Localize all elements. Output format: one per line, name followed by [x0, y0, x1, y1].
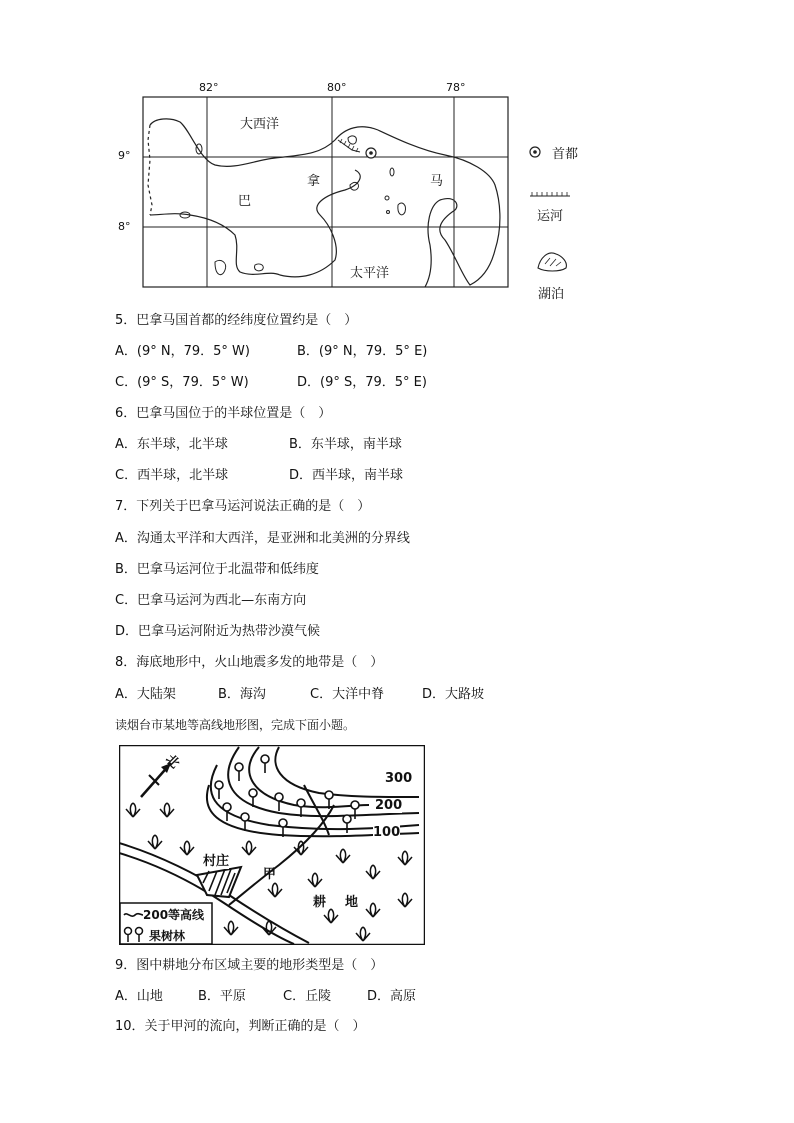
lake-gatun — [348, 136, 356, 144]
longitude-label-82: 82° — [199, 81, 219, 94]
label-ba: 巴 — [238, 194, 252, 209]
capital-dot-map — [369, 151, 373, 155]
river-label-jia: 甲 — [263, 867, 277, 882]
q6-option-c: C．西半球，北半球 — [115, 468, 229, 483]
question-9-stem: 9．图中耕地分布区域主要的地形类型是（ ） — [115, 958, 384, 973]
label-na: 拿 — [307, 174, 321, 189]
latitude-label-9: 9° — [118, 149, 131, 162]
island-4 — [255, 264, 264, 271]
q5-option-c: C．(9° S，79．5° W) — [115, 375, 249, 390]
q8-option-d: D．大路坡 — [422, 687, 485, 702]
q6-option-b: B．东半球，南半球 — [289, 437, 402, 452]
label-atlantic: 大西洋 — [240, 117, 280, 132]
q8-option-c: C．大洋中脊 — [310, 687, 385, 702]
q5-option-b: B．(9° N，79．5° E) — [297, 344, 428, 359]
q7-option-d: D．巴拿马运河附近为热带沙漠气候 — [115, 624, 321, 639]
q6-option-d: D．西半球，南半球 — [289, 468, 404, 483]
border-dashed — [148, 125, 152, 215]
question-8-stem: 8．海底地形中，火山地震多发的地带是（ ） — [115, 655, 384, 670]
q9-option-c: C．丘陵 — [283, 989, 332, 1004]
question-5-stem: 5．巴拿马国首都的经纬度位置约是（ ） — [115, 313, 358, 328]
island-5 — [398, 203, 406, 215]
island-8 — [390, 168, 394, 176]
north-label: 北 — [162, 752, 182, 772]
question-10-stem: 10．关于甲河的流向，判断正确的是（ ） — [115, 1019, 366, 1034]
q5-option-a: A．(9° N，79．5° W) — [115, 344, 250, 359]
legend-canal-label: 运河 — [537, 209, 564, 224]
legend-capital-label: 首都 — [552, 147, 579, 162]
latitude-label-8: 8° — [118, 220, 131, 233]
contour-map — [119, 745, 425, 945]
legend-lake-icon — [538, 253, 566, 271]
legend-lake-label: 湖泊 — [538, 287, 565, 302]
longitude-label-80: 80° — [327, 81, 347, 94]
legend-orchard-label: 果树林 — [149, 929, 186, 943]
contour-label-300: 300 — [385, 771, 413, 786]
farmland-label-di: 地 — [345, 895, 359, 910]
question-7-stem: 7．下列关于巴拿马运河说法正确的是（ ） — [115, 499, 371, 514]
map-frame — [143, 97, 508, 287]
q5-option-d: D．(9° S，79．5° E) — [297, 375, 427, 390]
panama-map — [0, 0, 794, 310]
legend-canal-icon — [530, 192, 570, 196]
panama-south-coast — [150, 170, 360, 277]
q8-option-b: B．海沟 — [218, 687, 266, 702]
q9-option-a: A．山地 — [115, 989, 163, 1004]
panama-coastline — [150, 119, 500, 287]
question-6-stem: 6．巴拿马国位于的半球位置是（ ） — [115, 406, 332, 421]
legend-contour-label: 200等高线 — [143, 908, 205, 922]
contour-label-100: 100 — [373, 825, 401, 840]
contour-label-200: 200 — [375, 798, 403, 813]
q7-option-b: B．巴拿马运河位于北温带和低纬度 — [115, 562, 319, 577]
label-ma: 马 — [430, 174, 444, 189]
q6-option-a: A．东半球，北半球 — [115, 437, 228, 452]
village-label: 村庄 — [203, 850, 229, 869]
longitude-label-78: 78° — [446, 81, 466, 94]
island-6 — [385, 196, 389, 200]
label-pacific: 太平洋 — [350, 266, 390, 281]
q7-option-a: A．沟通太平洋和大西洋，是亚洲和北美洲的分界线 — [115, 531, 410, 546]
q9-option-b: B．平原 — [198, 989, 246, 1004]
farmland-label-geng: 耕 — [313, 895, 327, 910]
section-intro: 读烟台市某地等高线地形图，完成下面小题。 — [115, 718, 356, 732]
q8-option-a: A．大陆架 — [115, 687, 176, 702]
island-3 — [215, 260, 226, 274]
q9-option-d: D．高原 — [367, 989, 417, 1004]
island-7 — [387, 211, 390, 214]
q7-option-c: C．巴拿马运河为西北—东南方向 — [115, 593, 307, 608]
